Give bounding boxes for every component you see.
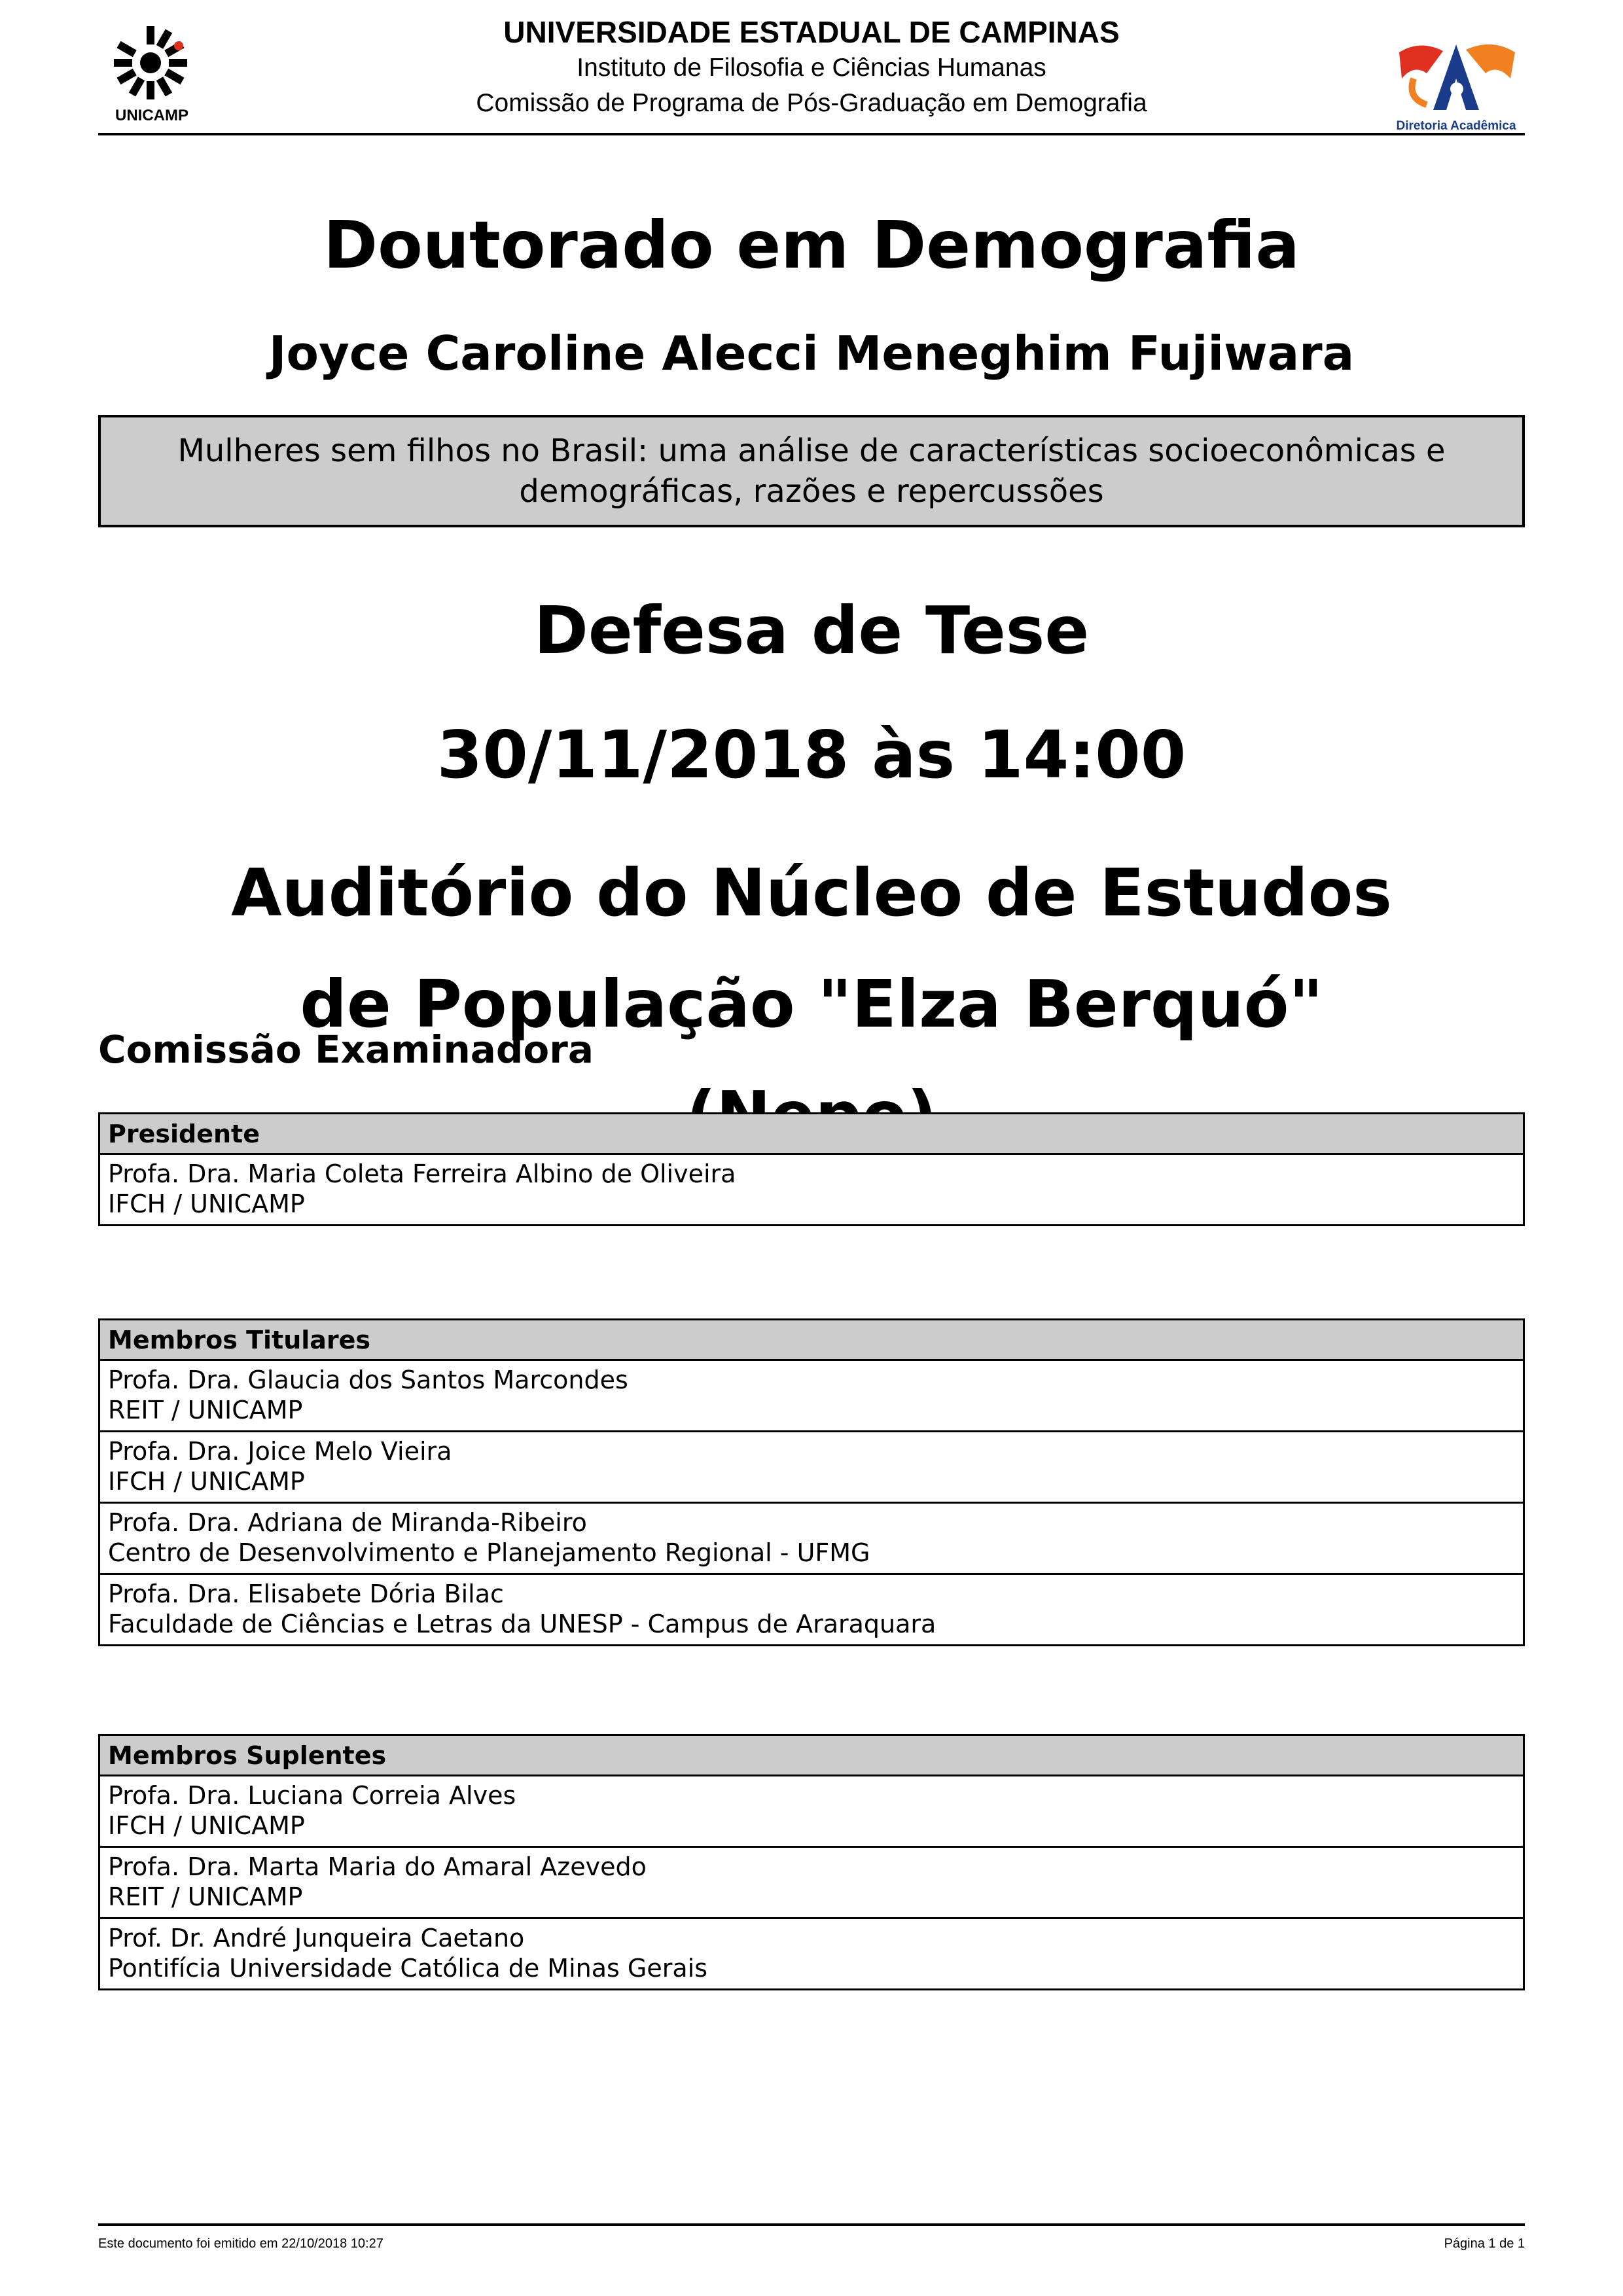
member-affiliation: Pontifícia Universidade Católica de Minas Gerais (108, 1954, 707, 1983)
member-cell (99, 1503, 1524, 1574)
member-cell (99, 1918, 1524, 1990)
table-row (99, 1574, 1524, 1646)
institute-name: Instituto de Filosofia e Ciências Humanas (577, 54, 1046, 82)
table-header: Membros Titulares (99, 1320, 1524, 1360)
member-name: Profa. Dra. Luciana Correia Alves (108, 1781, 516, 1810)
commission-name: Comissão de Programa de Pós-Graduação em Demografia (476, 89, 1147, 117)
member-name: Prof. Dr. André Junqueira Caetano (108, 1924, 525, 1952)
table-row (99, 1847, 1524, 1918)
member-name: Profa. Dra. Joice Melo Vieira (108, 1437, 452, 1466)
candidate-name: Joyce Caroline Alecci Meneghim Fujiwara (268, 326, 1355, 381)
member-cell (99, 1847, 1524, 1918)
member-affiliation: IFCH / UNICAMP (108, 1811, 305, 1840)
member-cell (99, 1574, 1524, 1646)
member-name: Profa. Dra. Glaucia dos Santos Marcondes (108, 1366, 628, 1394)
member-affiliation: REIT / UNICAMP (108, 1396, 303, 1424)
member-affiliation: Faculdade de Ciências e Letras da UNESP - Campus de Araraquara (108, 1610, 936, 1638)
table-header: Membros Suplentes (99, 1735, 1524, 1776)
table-row (99, 1432, 1524, 1503)
table-row (99, 1918, 1524, 1990)
document-footer (98, 2223, 1525, 2251)
thesis-title-box (98, 415, 1525, 527)
course-title: Doutorado em Demografia (323, 207, 1300, 283)
document-header (98, 13, 1525, 135)
diretoria-logo-text: Diretoria Acadêmica (1396, 119, 1516, 133)
member-affiliation: IFCH / UNICAMP (108, 1190, 305, 1218)
member-affiliation: REIT / UNICAMP (108, 1882, 303, 1911)
titulares-table (98, 1318, 1525, 1646)
suplentes-table (98, 1734, 1525, 1990)
issued-date: Este documento foi emitido em 22/10/2018 10:27 (98, 2236, 383, 2251)
table-row (99, 1503, 1524, 1574)
diretoria-academica-logo (1387, 26, 1525, 134)
table-row (99, 1154, 1524, 1226)
member-cell (99, 1776, 1524, 1847)
member-name: Profa. Dra. Marta Maria do Amaral Azevedo (108, 1852, 647, 1881)
table-header: Presidente (99, 1114, 1524, 1154)
member-cell (99, 1154, 1524, 1226)
university-name: UNIVERSIDADE ESTADUAL DE CAMPINAS (503, 15, 1120, 49)
event-location-text: Auditório do Núcleo de Estudos de População "Elza Berquó" (231, 855, 1392, 1042)
committee-title: Comissão Examinadora (98, 1027, 594, 1072)
president-table (98, 1112, 1525, 1226)
event-datetime: 30/11/2018 às 14:00 (437, 716, 1186, 793)
event-type: Defesa de Tese (533, 592, 1090, 669)
member-name: Profa. Dra. Adriana de Miranda-Ribeiro (108, 1508, 587, 1537)
unicamp-logo-text: UNICAMP (115, 107, 188, 124)
table-row (99, 1776, 1524, 1847)
table-row (99, 1360, 1524, 1432)
member-name: Profa. Dra. Maria Coleta Ferreira Albino de Oliveira (108, 1159, 736, 1188)
member-affiliation: Centro de Desenvolvimento e Planejamento Regional - UFMG (108, 1538, 870, 1567)
member-affiliation: IFCH / UNICAMP (108, 1467, 305, 1496)
member-cell (99, 1360, 1524, 1432)
thesis-title: Mulheres sem filhos no Brasil: uma análise de características socioeconômicas e demográficas, razões e repercussões (177, 433, 1446, 510)
member-name: Profa. Dra. Elisabete Dória Bilac (108, 1580, 504, 1608)
page-number: Página 1 de 1 (1444, 2236, 1525, 2251)
member-cell (99, 1432, 1524, 1503)
